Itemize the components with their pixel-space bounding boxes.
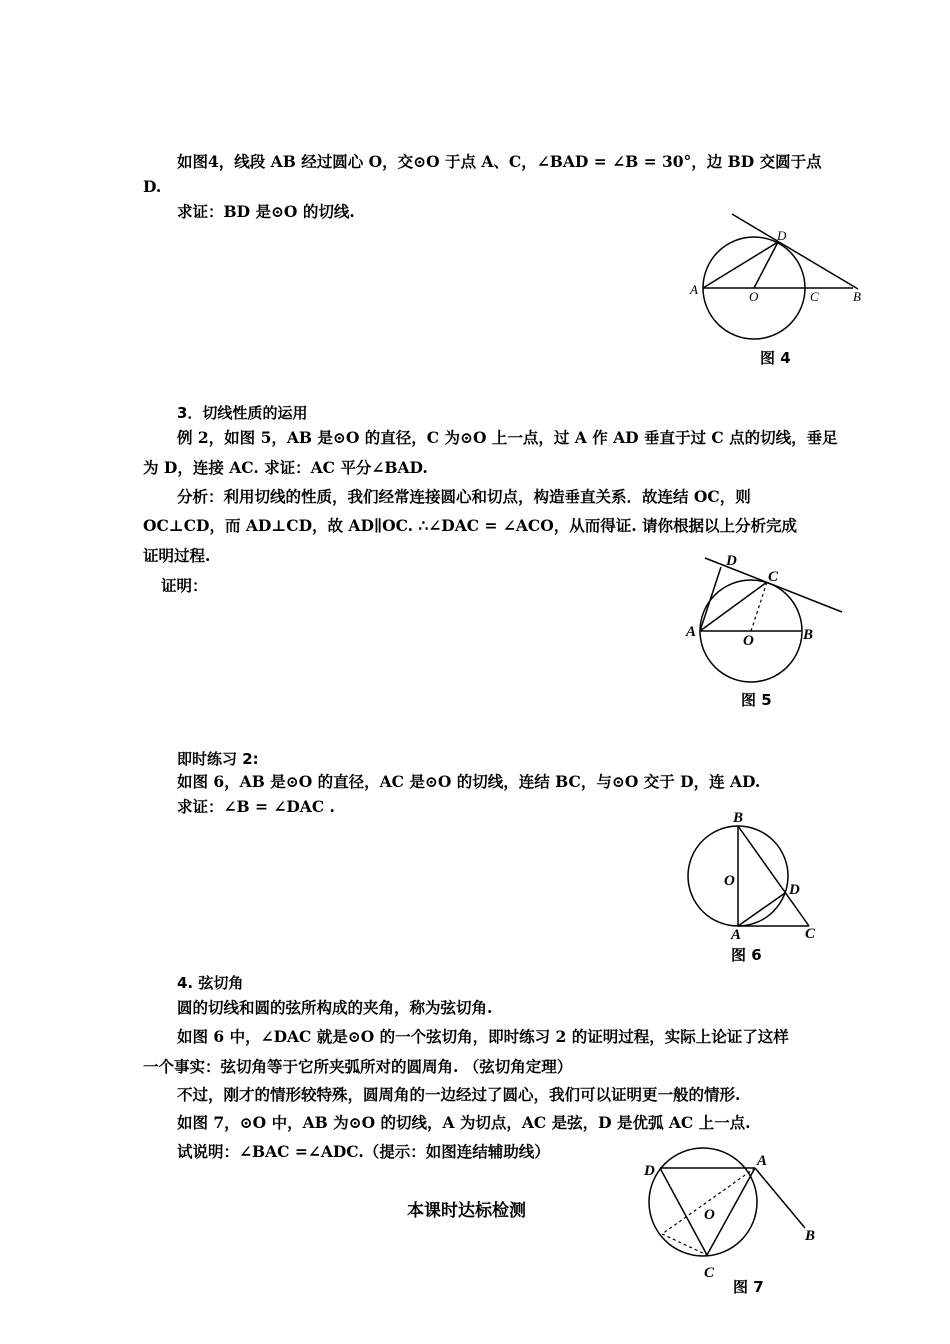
text-line: 求证：BD 是⊙O 的切线. [177, 202, 355, 221]
point-label-d: D [789, 882, 800, 898]
section-heading: 4. 弦切角 [177, 974, 244, 992]
point-label-a: A [731, 927, 742, 943]
practice-heading: 即时练习 2: [177, 750, 259, 768]
text-line: 证明过程. [143, 546, 211, 565]
point-label-a: A [690, 282, 698, 297]
figure-caption: 图 5 [741, 691, 772, 709]
point-label-a: A [686, 624, 697, 640]
text-line: 一个事实：弦切角等于它所夹弧所对的圆周角. （弦切角定理） [143, 1057, 573, 1076]
point-label-o: O [724, 873, 735, 889]
point-label-c: C [768, 569, 779, 585]
text-line: 为 D，连接 AC. 求证：AC 平分∠BAD. [143, 458, 428, 477]
section-title: 本课时达标检测 [407, 1201, 526, 1221]
point-label-d: D [644, 1163, 655, 1179]
text-line: 求证：∠B = ∠DAC . [177, 797, 335, 816]
text-line: 如图 6，AB 是⊙O 的直径，AC 是⊙O 的切线，连结 BC，与⊙O 交于 D，连 AD. [177, 772, 761, 791]
text-line: 如图4，线段 AB 经过圆心 O，交⊙O 于点 A、C，∠BAD = ∠B = 30°，边 BD 交圆于点 [177, 152, 822, 171]
text-line: 如图 7，⊙O 中，AB 为⊙O 的切线，A 为切点，AC 是弦，D 是优弧 AC 上一点. [177, 1113, 751, 1132]
text-line: 试说明：∠BAC =∠ADC.（提示：如图连结辅助线） [177, 1142, 550, 1161]
point-label-a: A [757, 1153, 768, 1169]
point-label-o: O [743, 633, 754, 649]
text-line: 例 2，如图 5，AB 是⊙O 的直径，C 为⊙O 上一点，过 A 作 AD 垂直于过 C 点的切线，垂足 [177, 428, 838, 447]
text-line: 不过，刚才的情形较特殊，圆周角的一边经过了圆心，我们可以证明更一般的情形. [177, 1085, 741, 1104]
point-label-b: B [733, 810, 744, 826]
point-label-b: B [853, 289, 861, 304]
text-line: 圆的切线和圆的弦所构成的夹角，称为弦切角. [177, 998, 493, 1017]
point-label-c: C [810, 289, 819, 304]
figure-caption: 图 4 [760, 349, 791, 367]
text-line: OC⊥CD，而 AD⊥CD，故 AD∥OC. ∴∠DAC = ∠ACO，从而得证. 请你根据以上分析完成 [143, 516, 798, 535]
point-label-c: C [704, 1265, 715, 1281]
section-heading: 3．切线性质的运用 [177, 404, 308, 422]
point-label-c: C [805, 926, 816, 942]
proof-label: 证明： [161, 576, 208, 595]
figure-caption: 图 7 [733, 1278, 764, 1296]
point-label-o: O [749, 289, 759, 304]
point-label-o: O [704, 1207, 715, 1223]
point-label-d: D [777, 228, 787, 243]
figure-caption: 图 6 [731, 946, 762, 964]
point-label-d: D [726, 553, 737, 569]
point-label-b: B [805, 1228, 816, 1244]
text-line: 分析：利用切线的性质，我们经常连接圆心和切点，构造垂直关系．故连结 OC，则 [177, 487, 751, 506]
point-label-b: B [803, 627, 814, 643]
text-line: D. [143, 177, 162, 196]
text-line: 如图 6 中，∠DAC 就是⊙O 的一个弦切角，即时练习 2 的证明过程，实际上论证了这样 [177, 1027, 789, 1046]
